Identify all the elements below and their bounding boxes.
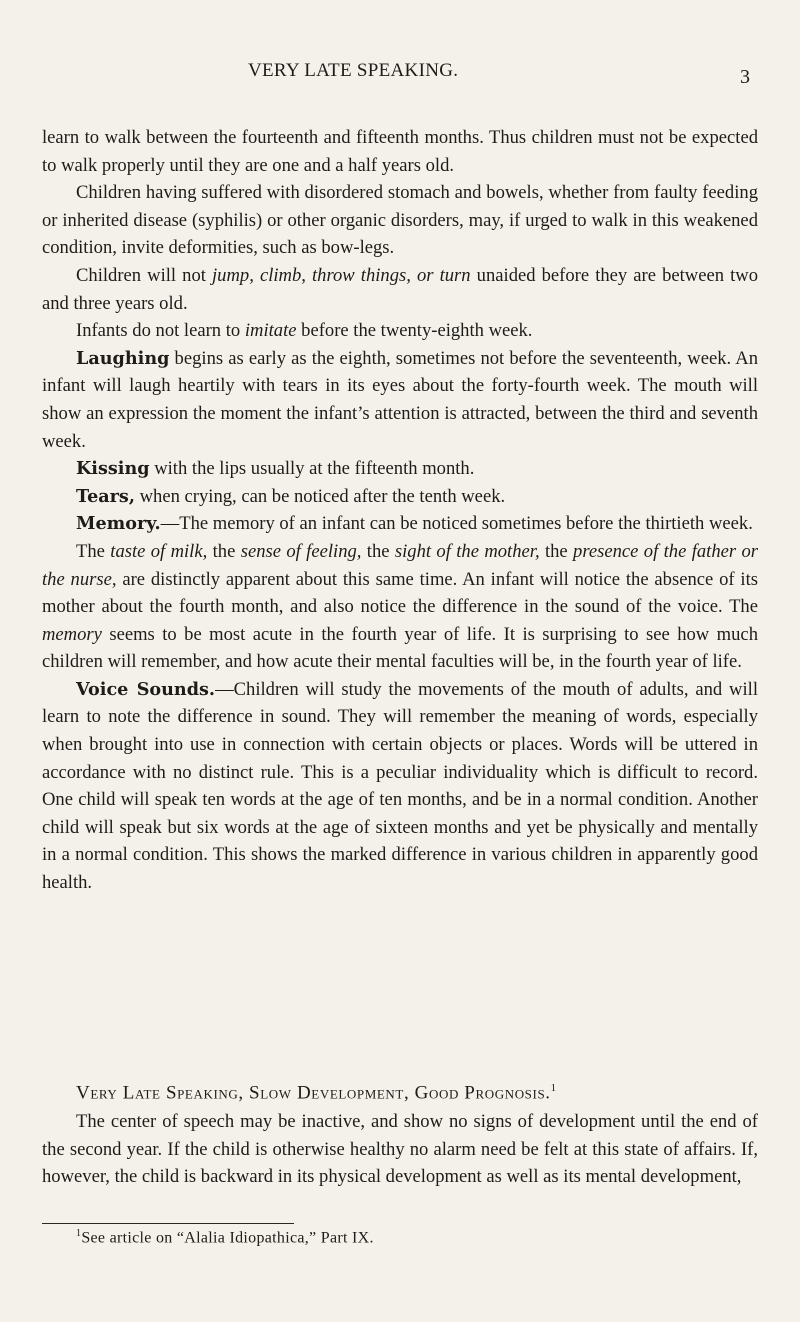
- run-text: before the twenty-eighth week.: [296, 320, 533, 342]
- paragraph: [42, 510, 758, 538]
- run-text: with the lips usually at the fifteenth month.: [149, 458, 475, 480]
- footnote: [76, 1228, 374, 1247]
- run-text: when crying, can be noticed after the tenth week.: [134, 485, 506, 507]
- paragraph: [42, 124, 758, 179]
- run-italic: presence of the father or the nurse,: [42, 540, 759, 590]
- section-text: [42, 1108, 758, 1191]
- run-italic: taste of milk,: [110, 540, 208, 562]
- run-italic: sight of the mother,: [394, 540, 540, 562]
- run-heading: Laughing: [76, 347, 170, 369]
- run-text: the: [539, 540, 574, 562]
- run-text: The: [76, 540, 111, 562]
- paragraph: [42, 262, 758, 317]
- run-italic: imitate: [244, 320, 297, 342]
- run-italic: jump, climb, throw things, or turn: [212, 264, 471, 286]
- run-heading: Kissing: [76, 458, 150, 480]
- paragraph: [42, 317, 758, 345]
- run-text: Infants do not learn to: [76, 320, 245, 342]
- section-paragraph: The center of speech may be inactive, and show no signs of development until the end of the second year. If the child is otherwise healthy no alarm need be felt at this state of affairs. If, however, the child is backward in its physical development as well as its mental development,: [42, 1111, 758, 1188]
- paragraph: [42, 455, 758, 483]
- run-text: are distinctly apparent about this same time. An infant will notice the absence of its mother about the fourth month, and also notice the difference in the sound of the voice. The: [42, 568, 758, 618]
- run-text: Children will not: [76, 264, 213, 286]
- run-text: —The memory of an infant can be noticed sometimes before the thirtieth week.: [160, 513, 753, 535]
- section-heading-text: Very Late Speaking, Slow Development, Good Prognosis.: [76, 1082, 551, 1104]
- paragraph: [42, 483, 758, 511]
- run-text: Children having suffered with disordered stomach and bowels, whether from faulty feeding or inherited disease (syphilis) or other organic disorders, may, if urged to walk in this weakened condition, invite deformities, such as bow-legs.: [42, 182, 758, 259]
- section-heading: [76, 1082, 776, 1104]
- body-text: [42, 124, 758, 897]
- paragraph: [42, 345, 758, 455]
- run-heading: Tears,: [76, 485, 135, 507]
- run-text: seems to be most acute in the fourth year of life. It is surprising to see how much children will remember, and how acute their mental faculties will be, in the fourth year of life.: [42, 623, 758, 673]
- run-text: the: [361, 540, 395, 562]
- paragraph: [42, 676, 758, 897]
- run-text: —Children will study the movements of the mouth of adults, and will learn to note the difference in sound. They will remember the meaning of words, especially when brought into use in connection with certain objects or places. Words will be uttered in accordance with no distinct rule. This is a peculiar individuality which is difficult to record. One child will speak ten words at the age of ten months, and be in a normal condition. Another child will speak but six words at the age of sixteen months and yet be physically and mentally in a normal condition. This shows the marked difference in various children in apparently good health.: [42, 678, 758, 894]
- footnote-rule: [42, 1223, 294, 1224]
- run-italic: memory: [42, 623, 102, 645]
- paragraph: [42, 179, 758, 262]
- section-heading-footnote-ref: 1: [550, 1082, 557, 1094]
- run-heading: Voice Sounds.: [76, 678, 216, 700]
- run-text: the: [207, 540, 241, 562]
- run-heading: Memory.: [76, 513, 161, 535]
- running-head: VERY LATE SPEAKING.: [248, 60, 459, 81]
- footnote-text: See article on “Alalia Idiopathica,” Part IX.: [81, 1229, 374, 1247]
- run-text: unaided before they are between two and three years old.: [42, 264, 758, 314]
- footnote-marker: 1: [76, 1228, 82, 1239]
- page-number: 3: [740, 66, 750, 88]
- run-text: learn to walk between the fourteenth and fifteenth months. Thus children must not be expected to walk properly until they are one and a half years old.: [42, 127, 758, 176]
- run-text: begins as early as the eighth, sometimes not before the seventeenth, week. An infant will laugh heartily with tears in its eyes about the forty-fourth week. The mouth will show an expression the moment the infant’s attention is attracted, between the third and seventh week.: [42, 347, 758, 452]
- paragraph: [42, 538, 758, 676]
- run-italic: sense of feeling,: [240, 540, 362, 562]
